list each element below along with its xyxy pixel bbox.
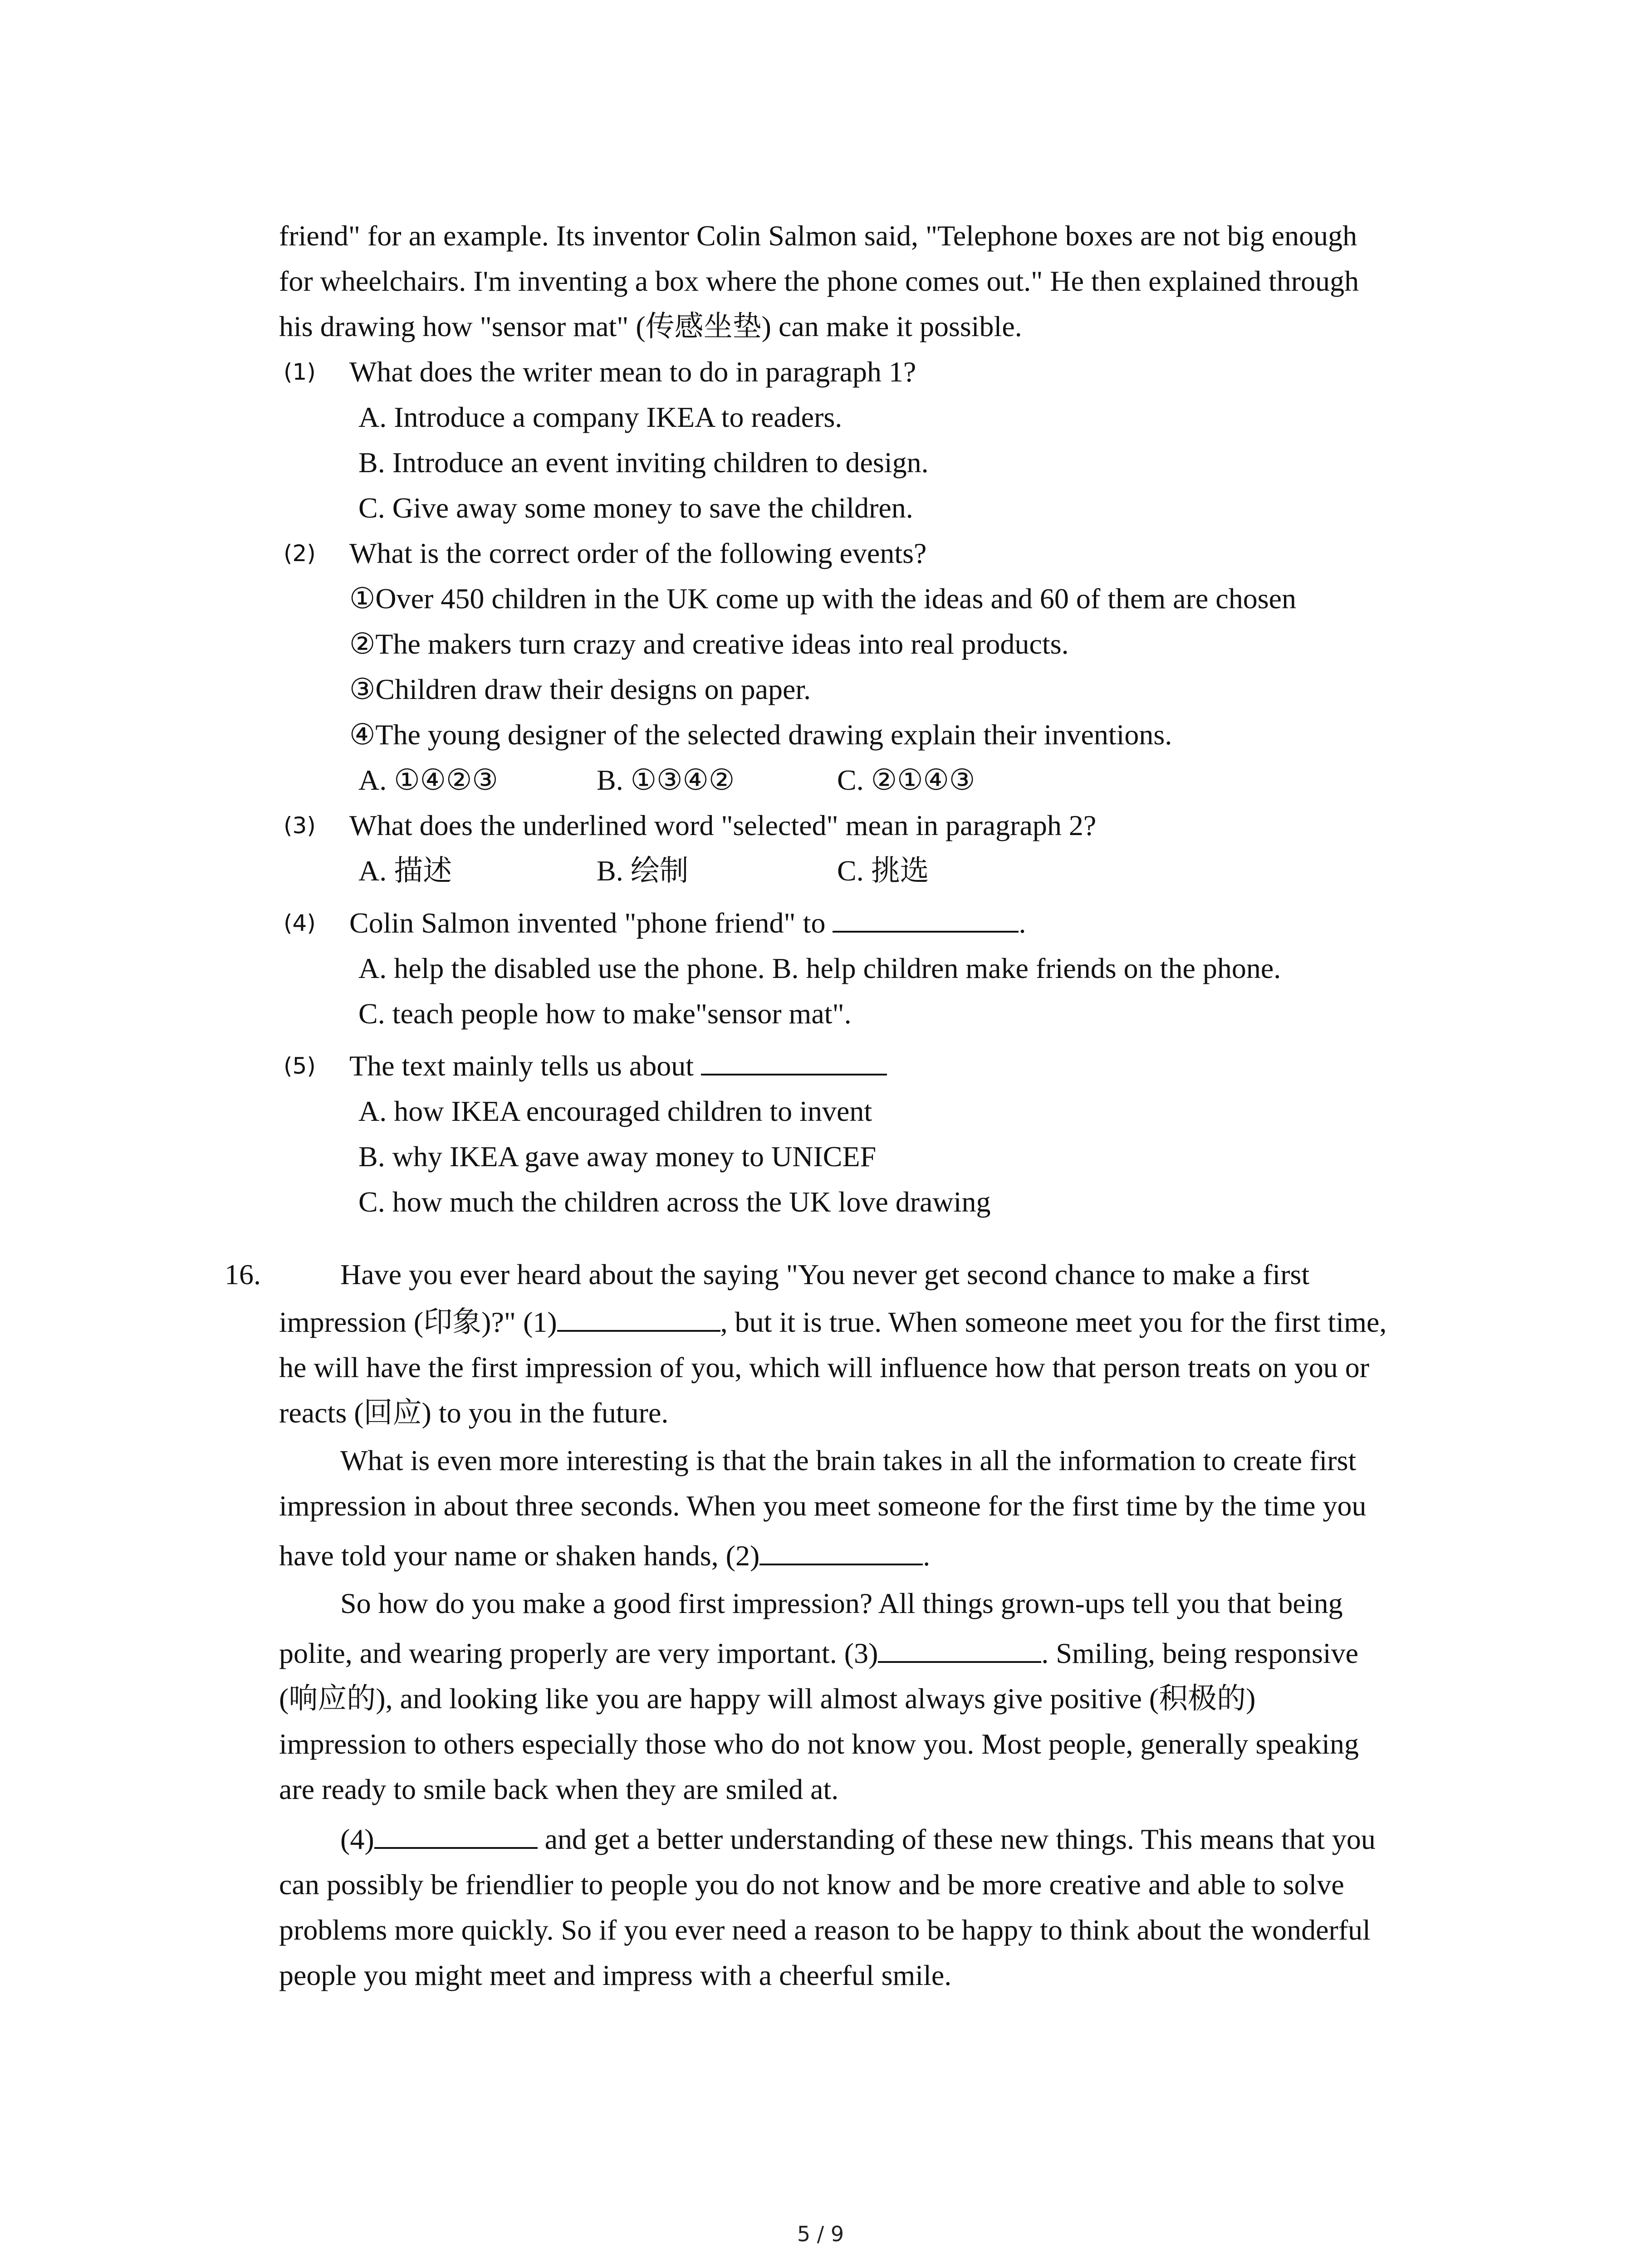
event-item: ②The makers turn crazy and creative ideas into real products.: [349, 628, 1069, 660]
question-stem: What does the underlined word "selected" mean in paragraph 2?: [349, 809, 1097, 841]
passage-text: impression (印象)?" (1): [279, 1306, 557, 1338]
passage-line: can possibly be friendlier to people you do not know and be more creative and able to solve: [279, 1868, 1344, 1901]
question-number: (2): [284, 540, 316, 567]
passage-line: Have you ever heard about the saying "You never get second chance to make a first: [340, 1258, 1310, 1290]
answer-blank-3: [878, 1635, 1041, 1663]
passage-line: What is even more interesting is that the brain takes in all the information to create first: [340, 1444, 1357, 1476]
question-stem: What does the writer mean to do in paragraph 1?: [349, 356, 916, 388]
option-b: B. ①③④②: [597, 764, 735, 796]
question-number: 16.: [225, 1258, 261, 1290]
option-c: C. teach people how to make"sensor mat".: [358, 997, 852, 1030]
event-item: ①Over 450 children in the UK come up with the ideas and 60 of them are chosen: [349, 582, 1296, 615]
option-row: A. help the disabled use the phone. B. help children make friends on the phone.: [358, 952, 1281, 984]
passage-line: for wheelchairs. I'm inventing a box where the phone comes out." He then explained through: [279, 265, 1359, 297]
option-b: B. 绘制: [597, 855, 689, 887]
passage-text: polite, and wearing properly are very important. (3): [279, 1637, 878, 1669]
question-number: (1): [284, 359, 316, 385]
option-c: C. ②①④③: [837, 764, 975, 796]
passage-line: impression to others especially those who do not know you. Most people, generally speaking: [279, 1728, 1359, 1760]
page-number: 5 / 9: [797, 2222, 844, 2246]
passage-line: [279, 1631, 1358, 1676]
option-a: A. ①④②③: [358, 764, 498, 796]
stem-text: .: [1019, 907, 1026, 939]
stem-text: The text mainly tells us about: [349, 1050, 701, 1082]
passage-line: impression in about three seconds. When you meet someone for the first time by the time you: [279, 1490, 1367, 1522]
question-stem: What is the correct order of the following events?: [349, 537, 927, 569]
answer-blank-4: [374, 1821, 538, 1849]
passage-line: [279, 1533, 930, 1579]
option-a: A. 描述: [358, 855, 452, 887]
question-stem: [349, 1043, 887, 1089]
passage-line: So how do you make a good first impression? All things grown-ups tell you that being: [340, 1587, 1343, 1619]
answer-blank: [701, 1047, 887, 1075]
passage-line: friend" for an example. Its inventor Colin Salmon said, "Telephone boxes are not big enough: [279, 220, 1357, 252]
answer-blank-2: [759, 1537, 923, 1565]
passage-line: are ready to smile back when they are smiled at.: [279, 1773, 839, 1805]
passage-text: . Smiling, being responsive: [1041, 1637, 1359, 1669]
option-b: B. why IKEA gave away money to UNICEF: [358, 1140, 877, 1173]
option-c: C. 挑选: [837, 855, 929, 887]
stem-text: Colin Salmon invented "phone friend" to: [349, 907, 833, 939]
question-number: (3): [284, 812, 316, 839]
passage-line: [340, 1817, 1376, 1862]
event-item: ③Children draw their designs on paper.: [349, 673, 811, 705]
passage-text: and get a better understanding of these new things. This means that you: [537, 1823, 1376, 1855]
passage-line: he will have the first impression of you, which will influence how that person treats on you or: [279, 1351, 1370, 1383]
passage-line: people you might meet and impress with a cheerful smile.: [279, 1959, 952, 1991]
answer-blank: [833, 904, 1019, 933]
question-stem: [349, 900, 1026, 946]
passage-line: problems more quickly. So if you ever need a reason to be happy to think about the wonderful: [279, 1914, 1371, 1946]
option-a: A. Introduce a company IKEA to readers.: [358, 401, 843, 433]
passage-text: , but it is true. When someone meet you for the first time,: [720, 1306, 1387, 1338]
option-a: A. how IKEA encouraged children to invent: [358, 1095, 872, 1127]
question-number: (5): [284, 1053, 316, 1079]
question-number: (4): [284, 910, 316, 936]
passage-line: reacts (回应) to you in the future.: [279, 1397, 669, 1429]
passage-text: .: [923, 1540, 931, 1572]
answer-blank-1: [557, 1304, 720, 1332]
option-c: C. Give away some money to save the children.: [358, 492, 913, 524]
option-c: C. how much the children across the UK love drawing: [358, 1186, 991, 1218]
passage-text: (4): [340, 1823, 374, 1855]
passage-line: his drawing how "sensor mat" (传感坐垫) can make it possible.: [279, 310, 1022, 342]
passage-text: have told your name or shaken hands, (2): [279, 1540, 760, 1572]
passage-line: (响应的), and looking like you are happy will almost always give positive (积极的): [279, 1682, 1256, 1715]
option-b: B. Introduce an event inviting children to design.: [358, 446, 929, 479]
passage-line: [279, 1300, 1386, 1345]
event-item: ④The young designer of the selected drawing explain their inventions.: [349, 719, 1172, 751]
